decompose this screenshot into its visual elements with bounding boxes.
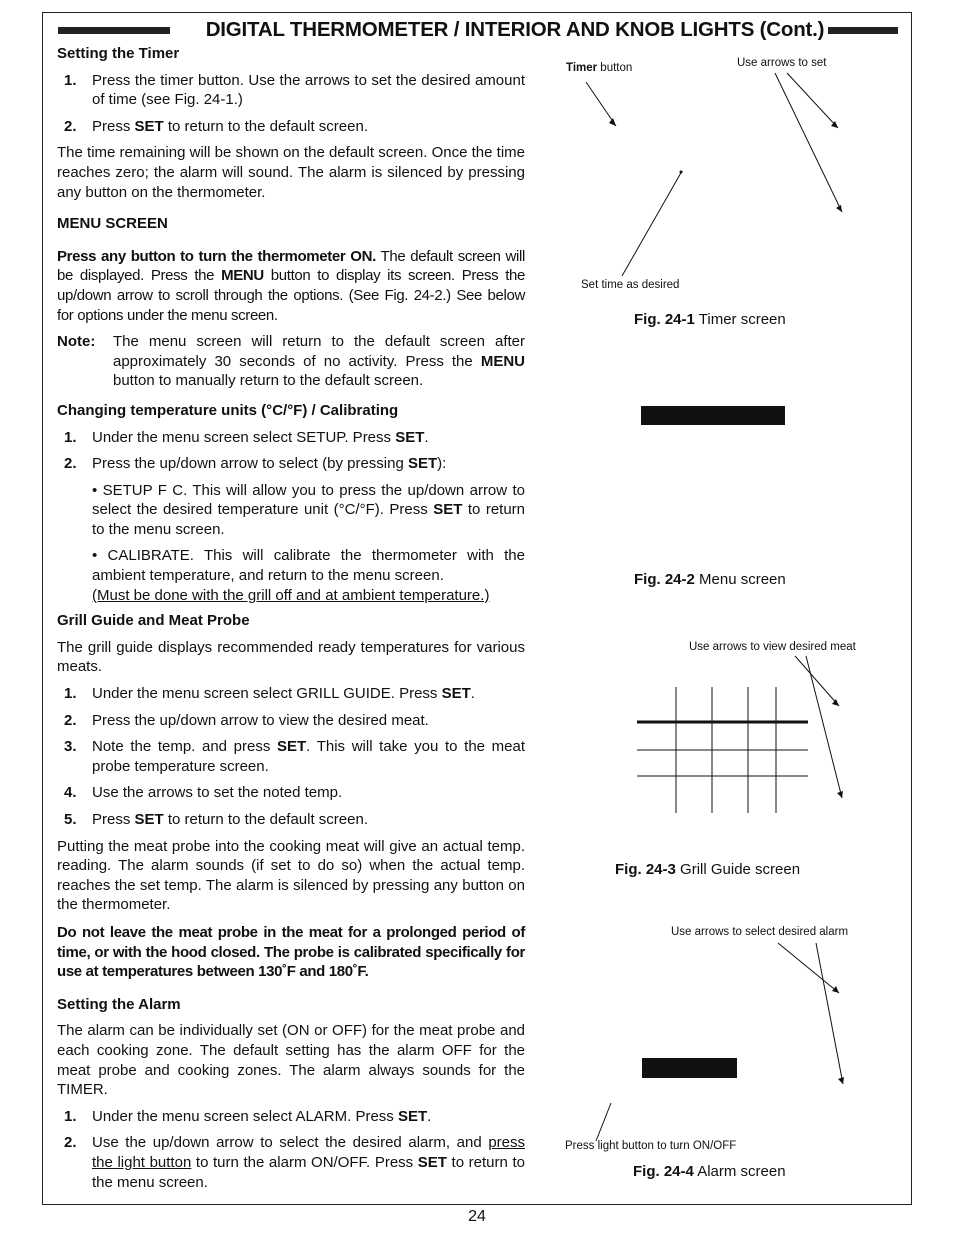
fig1-arrows-callout: Use arrows to set <box>737 57 827 69</box>
list-item: 1. Press the timer button. Use the arrows to set the desired amount of time (see Fig. 24-1.) <box>64 71 525 109</box>
alarm-paragraph: The alarm can be individually set (ON or OFF) for the meat probe and each cooking zone. The default setting has the alarm OFF for the meat probe and cooking zones. The alarm always sounds for the TIMER. <box>57 1022 525 1099</box>
guide-steps <box>57 684 525 830</box>
list-item: 4. Use the arrows to set the noted temp. <box>64 784 343 802</box>
list-item: 3. Note the temp. and press SET. This will take you to the meat probe temperature screen. <box>64 738 525 775</box>
setup-bullet: • SETUP F C. This will allow you to press the up/down arrow to select the desired temperature unit (°C/°F). Press SET to return to the menu screen. <box>92 481 526 538</box>
alarm-steps <box>57 1107 525 1192</box>
calibrate-bullet: • CALIBRATE. This will calibrate the thermometer with the ambient temperature, and return to the menu screen. (Must be done with the grill off and at ambient temperature.) <box>92 547 525 604</box>
list-item: 2. Press the up/down arrow to view the desired meat. <box>64 711 429 729</box>
timer-button-callout: Timer button <box>566 62 633 74</box>
timer-steps <box>57 71 525 137</box>
timer-screen-figure <box>540 94 902 290</box>
screen-dot <box>680 171 683 174</box>
grill-guide-table <box>637 687 808 813</box>
list-item: 1. Under the menu screen select SETUP. Press SET. <box>64 428 429 446</box>
list-item: 1. Under the menu screen select ALARM. Press SET. <box>64 1107 432 1125</box>
guide-paragraph-2: Putting the meat probe into the cooking meat will give an actual temp. reading. The alarm sounds (if set to do so) when the actual temp. reaches the set temp. The alarm is silenced by pressing any button on the thermometer. <box>57 837 525 914</box>
set-time-callout: Set time as desired <box>581 279 680 291</box>
guide-heading: Grill Guide and Meat Probe <box>57 612 250 630</box>
list-item: 2. Press SET to return to the default screen. <box>64 117 368 135</box>
timer-paragraph: The time remaining will be shown on the default screen. Once the time reaches zero; the alarm will sound. The alarm is silenced by pressing any button on the thermometer. <box>57 144 525 201</box>
grill-guide-figure <box>540 663 902 859</box>
guide-paragraph: The grill guide displays recommended ready temperatures for various meats. <box>57 638 525 676</box>
fig2-caption: Fig. 24-2 Menu screen <box>634 571 786 588</box>
header-bar-right <box>828 27 898 34</box>
units-steps <box>57 428 525 474</box>
light-button-callout: Press light button to turn ON/OFF <box>565 1140 737 1152</box>
alarm-heading: Setting the Alarm <box>57 995 181 1013</box>
menu-screen-figure <box>540 373 902 569</box>
units-heading: Changing temperature units (°C/°F) / Calibrating <box>57 401 399 419</box>
alarm-highlight-bar <box>642 1058 737 1078</box>
list-item: 5. Press SET to return to the default screen. <box>64 811 368 828</box>
menu-highlight-bar <box>641 406 785 425</box>
page-title: DIGITAL THERMOMETER / INTERIOR AND KNOB LIGHTS (Cont.) <box>205 18 825 41</box>
list-item: 1. Under the menu screen select GRILL GUIDE. Press SET. <box>64 685 475 703</box>
menu-paragraph: Press any button to turn the thermometer ON. The default screen will be displayed. Press the MENU button to display its screen. Press the up/down arrow to scroll through the options. (See Fig. 24-2.) See below for options under the menu screen. <box>57 247 525 324</box>
fig4-caption: Fig. 24-4 Alarm screen <box>633 1163 786 1180</box>
fig3-arrows-callout: Use arrows to view desired meat <box>689 641 856 653</box>
fig4-arrows-callout: Use arrows to select desired alarm <box>671 926 849 938</box>
text-column <box>57 44 525 1199</box>
fig1-caption: Fig. 24-1 Timer screen <box>634 311 786 328</box>
page-number: 24 <box>468 1208 486 1225</box>
list-item: 2. Press the up/down arrow to select (by pressing SET): <box>64 455 447 473</box>
probe-warning: Do not leave the meat probe in the meat for a prolonged period of time, or with the hood closed. The probe is calibrated specifically for use at temperatures between 130˚F and 180˚F. <box>57 923 525 981</box>
timer-heading: Setting the Timer <box>57 45 180 62</box>
alarm-screen-figure <box>540 948 902 1144</box>
menu-note: Note: The menu screen will return to the default screen after approximately 30 seconds of no activity. Press the MENU button to manually return to the default screen. <box>57 333 525 390</box>
page-header <box>42 14 912 48</box>
list-item: 2. Use the up/down arrow to select the desired alarm, and press the light button to turn the alarm ON/OFF. Press SET to return to the menu screen. <box>64 1134 525 1191</box>
fig3-caption: Fig. 24-3 Grill Guide screen <box>615 861 801 878</box>
menu-heading: MENU SCREEN <box>57 215 168 233</box>
header-bar-left <box>58 27 170 34</box>
